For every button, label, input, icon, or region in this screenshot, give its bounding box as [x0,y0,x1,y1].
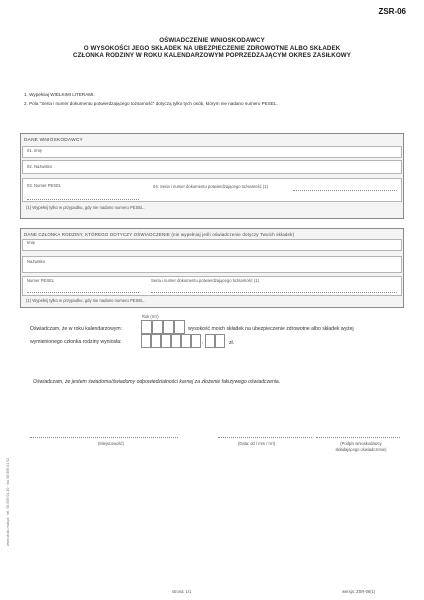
year-digit-box[interactable] [174,320,185,334]
applicant-id-doc-input[interactable] [293,190,397,191]
signature-label [322,441,400,453]
amount-digit-box[interactable] [151,334,161,348]
form-code: ZSR-06 [378,7,406,16]
amount-digit-box[interactable] [161,334,171,348]
family-surname-field[interactable] [22,256,402,273]
family-pesel-input[interactable] [27,292,139,293]
signature-label-line-2: składającego oświadczenie) [335,447,387,452]
applicant-id-doc-label: 04. Seria i numer dokumentu potwierdzającego tożsamość (1) [153,184,268,189]
currency-label: zł. [229,340,235,346]
amount-decimal-box[interactable] [215,334,225,348]
amount-input[interactable] [141,334,225,348]
declaration-line-2-start: wymienionego członka rodziny wyniosła: [30,339,122,345]
amount-digit-box[interactable] [171,334,181,348]
place-label: (Miejscowość) [98,441,124,446]
year-digit-box[interactable] [163,320,174,334]
date-input[interactable] [218,437,312,438]
signature-label-line-1: (Podpis wnioskodawcy [340,441,382,446]
family-first-name-field[interactable] [22,239,402,251]
amount-digit-box[interactable] [141,334,151,348]
date-label: (Data: dd / mm / rrrr) [238,441,276,446]
instruction-1: 1. Wypełniaj WIELKIMI LITERAMI. [24,92,95,97]
year-input[interactable] [141,320,185,334]
applicant-pesel-label: 03. Numer PESEL [27,183,62,188]
title-line-2: O WYSOKOŚCI JEGO SKŁADEK NA UBEZPIECZENIE ZDROWOTNE ALBO SKŁADEK [83,44,341,52]
applicant-first-name-field[interactable] [22,146,402,158]
instruction-2: 2. Pola "Seria i numer dokumentu potwierdzającego tożsamość" dotyczą tylko tych osób, którym nie nadano numeru PESEL. [24,101,278,106]
decimal-separator: , [202,339,204,345]
family-pesel-label: Numer PESEL [27,278,55,283]
family-first-name-label: Imię [27,240,35,245]
applicant-surname-field[interactable] [22,160,402,174]
applicant-pesel-input[interactable] [27,199,139,200]
family-footnote: (1) Wypełnij tylko w przypadku, gdy nie nadano numeru PESEL. [26,298,145,303]
year-label: Rok (rrrr) [142,314,159,319]
place-input[interactable] [30,437,178,438]
family-surname-label: Nazwisko [27,259,45,264]
page-number: strona: 1/1 [172,589,192,594]
applicant-footnote: (1) Wypełnij tylko w przypadku, gdy nie nadano numeru PESEL. [26,205,145,210]
declaration-line-1-end: wysokość moich składek na ubezpieczenie zdrowotne albo składek wyżej [188,326,354,332]
applicant-surname-label: 02. Nazwisko [27,164,52,169]
applicant-first-name-label: 01. Imię [27,148,42,153]
family-member-section-heading: DANE CZŁONKA RODZINY, KTÓREGO DOTYCZY OŚWIADCZENIE (nie wypełniaj jeśli oświadczenie dotyczy Twoich składek) [24,232,295,237]
title-line-3: CZŁONKA RODZINY W ROKU KALENDARZOWYM POPRZEDZAJĄCYM OKRES ZASIŁKOWY [73,52,351,60]
declaration-line-1-start: Oświadczam, że w roku kalendarzowym: [30,326,123,332]
signature-input[interactable] [316,437,400,438]
amount-digit-box[interactable] [181,334,191,348]
family-id-doc-input[interactable] [151,292,397,293]
family-id-row [22,276,402,296]
amount-digit-box[interactable] [191,334,204,348]
form-version: wersja: ZSR-06(1) [342,589,376,594]
side-contact-text: www.druki-mda.pl · tel. 58 559 01 30 · fax 58 559 01 52 [6,457,10,546]
applicant-section-heading: DANE WNIOSKODAWCY [24,138,83,143]
year-digit-box[interactable] [152,320,163,334]
title-line-1: OŚWIADCZENIE WNIOSKODAWCY [159,37,265,44]
liability-statement: Oświadczam, że jestem świadoma/świadomy odpowiedzialności karnej za złożenie fałszywego oświadczenia. [33,379,281,385]
form-title [0,37,424,60]
year-digit-box[interactable] [141,320,152,334]
family-id-doc-label: Seria i numer dokumentu potwierdzającego tożsamość (1) [151,278,259,283]
applicant-id-row [22,178,402,202]
amount-decimal-box[interactable] [205,334,215,348]
